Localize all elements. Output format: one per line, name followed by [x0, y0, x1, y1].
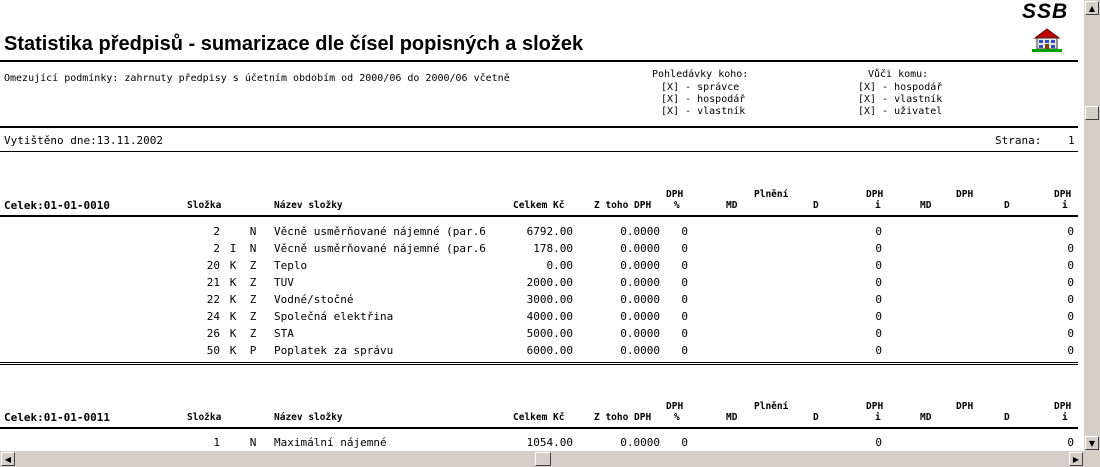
dph3-i-value: 0 — [1067, 293, 1074, 306]
printed-label: Vytištěno dne: — [4, 134, 97, 147]
dph3-i-value: 0 — [1067, 242, 1074, 255]
col-nazev: Název složky — [274, 412, 343, 423]
col-dph-pct: % — [674, 200, 680, 211]
dph3-i-value: 0 — [1067, 259, 1074, 272]
vat-percent: 0 — [681, 310, 688, 323]
col-celkem: Celkem Kč — [513, 200, 565, 211]
col-plneni: Plnění — [754, 401, 789, 412]
slozka-number: 2 — [213, 225, 220, 238]
slozka-flag1: K — [229, 259, 237, 272]
receivables-item: [X] - hospodář — [661, 94, 746, 105]
col-plneni: Plnění — [754, 189, 789, 200]
slozka-name: Věcně usměrňované nájemné (par.6 — [274, 242, 486, 255]
printed-date — [4, 134, 163, 147]
towards-item: [X] - vlastník — [858, 94, 943, 105]
page-number: 1 — [1068, 134, 1075, 147]
slozka-number: 21 — [206, 276, 220, 289]
vat-amount: 0.0000 — [620, 259, 660, 272]
slozka-number: 2 — [213, 242, 220, 255]
vat-percent: 0 — [681, 293, 688, 306]
slozka-flag2: Z — [249, 276, 257, 289]
horizontal-scroll-thumb[interactable] — [535, 452, 551, 466]
ssb-logo: SSB — [1022, 0, 1069, 23]
dph3-i-value: 0 — [1067, 310, 1074, 323]
vat-amount: 0.0000 — [620, 242, 660, 255]
vertical-scroll-thumb[interactable] — [1085, 106, 1099, 120]
slozka-flag2: Z — [249, 327, 257, 340]
slozka-name: Věcně usměrňované nájemné (par.6 — [274, 225, 486, 238]
col-dph3-top: DPH — [1054, 189, 1072, 200]
slozka-flag1: K — [229, 327, 237, 340]
slozka-number: 24 — [206, 310, 220, 323]
total-amount: 1054.00 — [526, 436, 573, 449]
section-header-divider — [0, 427, 1078, 429]
vat-percent: 0 — [681, 327, 688, 340]
col-ztoho: Z toho DPH — [594, 200, 652, 211]
slozka-flag2: N — [249, 436, 257, 449]
towards-heading: Vůči komu: — [868, 69, 929, 80]
scrollbar-corner — [1084, 451, 1100, 467]
scroll-up-button[interactable] — [1085, 1, 1099, 15]
slozka-number: 50 — [206, 344, 220, 357]
slozka-flag2: Z — [249, 293, 257, 306]
col-d2: D — [1004, 412, 1010, 423]
total-amount: 5000.00 — [526, 327, 573, 340]
receivables-heading: Pohledávky koho: — [652, 69, 749, 80]
slozka-flag2: N — [249, 242, 257, 255]
slozka-flag2: N — [249, 225, 257, 238]
slozka-flag1: K — [229, 293, 237, 306]
slozka-number: 1 — [213, 436, 220, 449]
slozka-name: Teplo — [274, 259, 308, 272]
col-ztoho: Z toho DPH — [594, 412, 652, 423]
col-md2: MD — [920, 200, 932, 211]
title-divider — [0, 60, 1078, 62]
col-dph-i: i — [875, 200, 881, 211]
col-dph-i: i — [875, 412, 881, 423]
dph3-i-value: 0 — [1067, 344, 1074, 357]
col-dph3-i: i — [1062, 200, 1068, 211]
total-amount: 6792.00 — [526, 225, 573, 238]
dph-i-value: 0 — [875, 225, 882, 238]
arrow-down-icon: ▼ — [1088, 438, 1096, 448]
total-amount: 6000.00 — [526, 344, 573, 357]
slozka-name: Vodné/stočné — [274, 293, 354, 306]
slozka-name: Maximální nájemné — [274, 436, 387, 449]
receivables-item: [X] - vlastník — [661, 106, 746, 117]
slozka-number: 20 — [206, 259, 220, 272]
dph3-i-value: 0 — [1067, 225, 1074, 238]
slozka-name: TUV — [274, 276, 294, 289]
arrow-up-icon: ▲ — [1088, 3, 1096, 13]
col-md: MD — [726, 412, 738, 423]
house-icon — [1031, 27, 1063, 53]
total-amount: 3000.00 — [526, 293, 573, 306]
col-slozka: Složka — [187, 200, 222, 211]
dph-i-value: 0 — [875, 344, 882, 357]
dph-i-value: 0 — [875, 259, 882, 272]
section-divider — [0, 362, 1078, 363]
slozka-flag1: I — [229, 242, 237, 255]
col-dph2-top: DPH — [956, 189, 974, 200]
celek-label: Celek:01-01-0010 — [4, 199, 110, 212]
vat-amount: 0.0000 — [620, 276, 660, 289]
page-label: Strana: — [995, 134, 1042, 147]
col-md2: MD — [920, 412, 932, 423]
vat-amount: 0.0000 — [620, 293, 660, 306]
slozka-flag2: Z — [249, 259, 257, 272]
dph3-i-value: 0 — [1067, 436, 1074, 449]
dph-i-value: 0 — [875, 276, 882, 289]
dph-i-value: 0 — [875, 242, 882, 255]
col-dph-top: DPH — [666, 189, 684, 200]
dph3-i-value: 0 — [1067, 276, 1074, 289]
col-d: D — [813, 412, 819, 423]
slozka-flag1: K — [229, 276, 237, 289]
total-amount: 2000.00 — [526, 276, 573, 289]
slozka-number: 26 — [206, 327, 220, 340]
dph-i-value: 0 — [875, 293, 882, 306]
vat-percent: 0 — [681, 276, 688, 289]
dph3-i-value: 0 — [1067, 327, 1074, 340]
dph-i-value: 0 — [875, 327, 882, 340]
scroll-right-button[interactable] — [1069, 452, 1083, 466]
slozka-flag1: K — [229, 310, 237, 323]
slozka-name: STA — [274, 327, 294, 340]
print-divider — [0, 151, 1078, 152]
scroll-down-button[interactable] — [1085, 436, 1099, 450]
section-divider — [0, 364, 1078, 365]
dph-i-value: 0 — [875, 310, 882, 323]
col-slozka: Složka — [187, 412, 222, 423]
vat-amount: 0.0000 — [620, 225, 660, 238]
total-amount: 4000.00 — [526, 310, 573, 323]
dph-i-value: 0 — [875, 436, 882, 449]
col-celkem: Celkem Kč — [513, 412, 565, 423]
celek-label: Celek:01-01-0011 — [4, 411, 110, 424]
slozka-flag2: Z — [249, 310, 257, 323]
col-dph3-i: i — [1062, 412, 1068, 423]
total-amount: 0.00 — [546, 259, 573, 272]
vat-amount: 0.0000 — [620, 344, 660, 357]
vertical-scrollbar[interactable] — [1084, 0, 1100, 451]
scroll-left-button[interactable] — [1, 452, 15, 466]
col-dph-i-top: DPH — [866, 401, 884, 412]
col-d2: D — [1004, 200, 1010, 211]
col-dph3-top: DPH — [1054, 401, 1072, 412]
conditions-divider — [0, 126, 1078, 128]
col-dph-i-top: DPH — [866, 189, 884, 200]
horizontal-scrollbar[interactable] — [0, 451, 1084, 467]
total-amount: 178.00 — [533, 242, 573, 255]
towards-item: [X] - uživatel — [858, 106, 943, 117]
slozka-name: Poplatek za správu — [274, 344, 394, 357]
vat-percent: 0 — [681, 225, 688, 238]
col-d: D — [813, 200, 819, 211]
col-dph2-top: DPH — [956, 401, 974, 412]
col-dph-pct: % — [674, 412, 680, 423]
vat-percent: 0 — [681, 344, 688, 357]
slozka-name: Společná elektřina — [274, 310, 394, 323]
vat-amount: 0.0000 — [620, 310, 660, 323]
vat-percent: 0 — [681, 436, 688, 449]
slozka-flag2: P — [249, 344, 257, 357]
conditions-text: Omezující podmínky: zahrnuty předpisy s účetním obdobím od 2000/06 do 2000/06 včetně — [4, 73, 510, 84]
vat-percent: 0 — [681, 242, 688, 255]
vat-amount: 0.0000 — [620, 436, 660, 449]
report-title: Statistika předpisů - sumarizace dle čísel popisných a složek — [4, 33, 584, 55]
slozka-number: 22 — [206, 293, 220, 306]
arrow-right-icon: ▶ — [1072, 454, 1080, 464]
section-header-divider — [0, 215, 1078, 217]
receivables-item: [X] - správce — [661, 82, 740, 93]
printed-value: 13.11.2002 — [96, 134, 163, 147]
col-nazev: Název složky — [274, 200, 343, 211]
towards-item: [X] - hospodář — [858, 82, 943, 93]
vat-amount: 0.0000 — [620, 327, 660, 340]
vat-percent: 0 — [681, 259, 688, 272]
col-dph-top: DPH — [666, 401, 684, 412]
col-md: MD — [726, 200, 738, 211]
arrow-left-icon: ◀ — [4, 454, 12, 464]
slozka-flag1: K — [229, 344, 237, 357]
